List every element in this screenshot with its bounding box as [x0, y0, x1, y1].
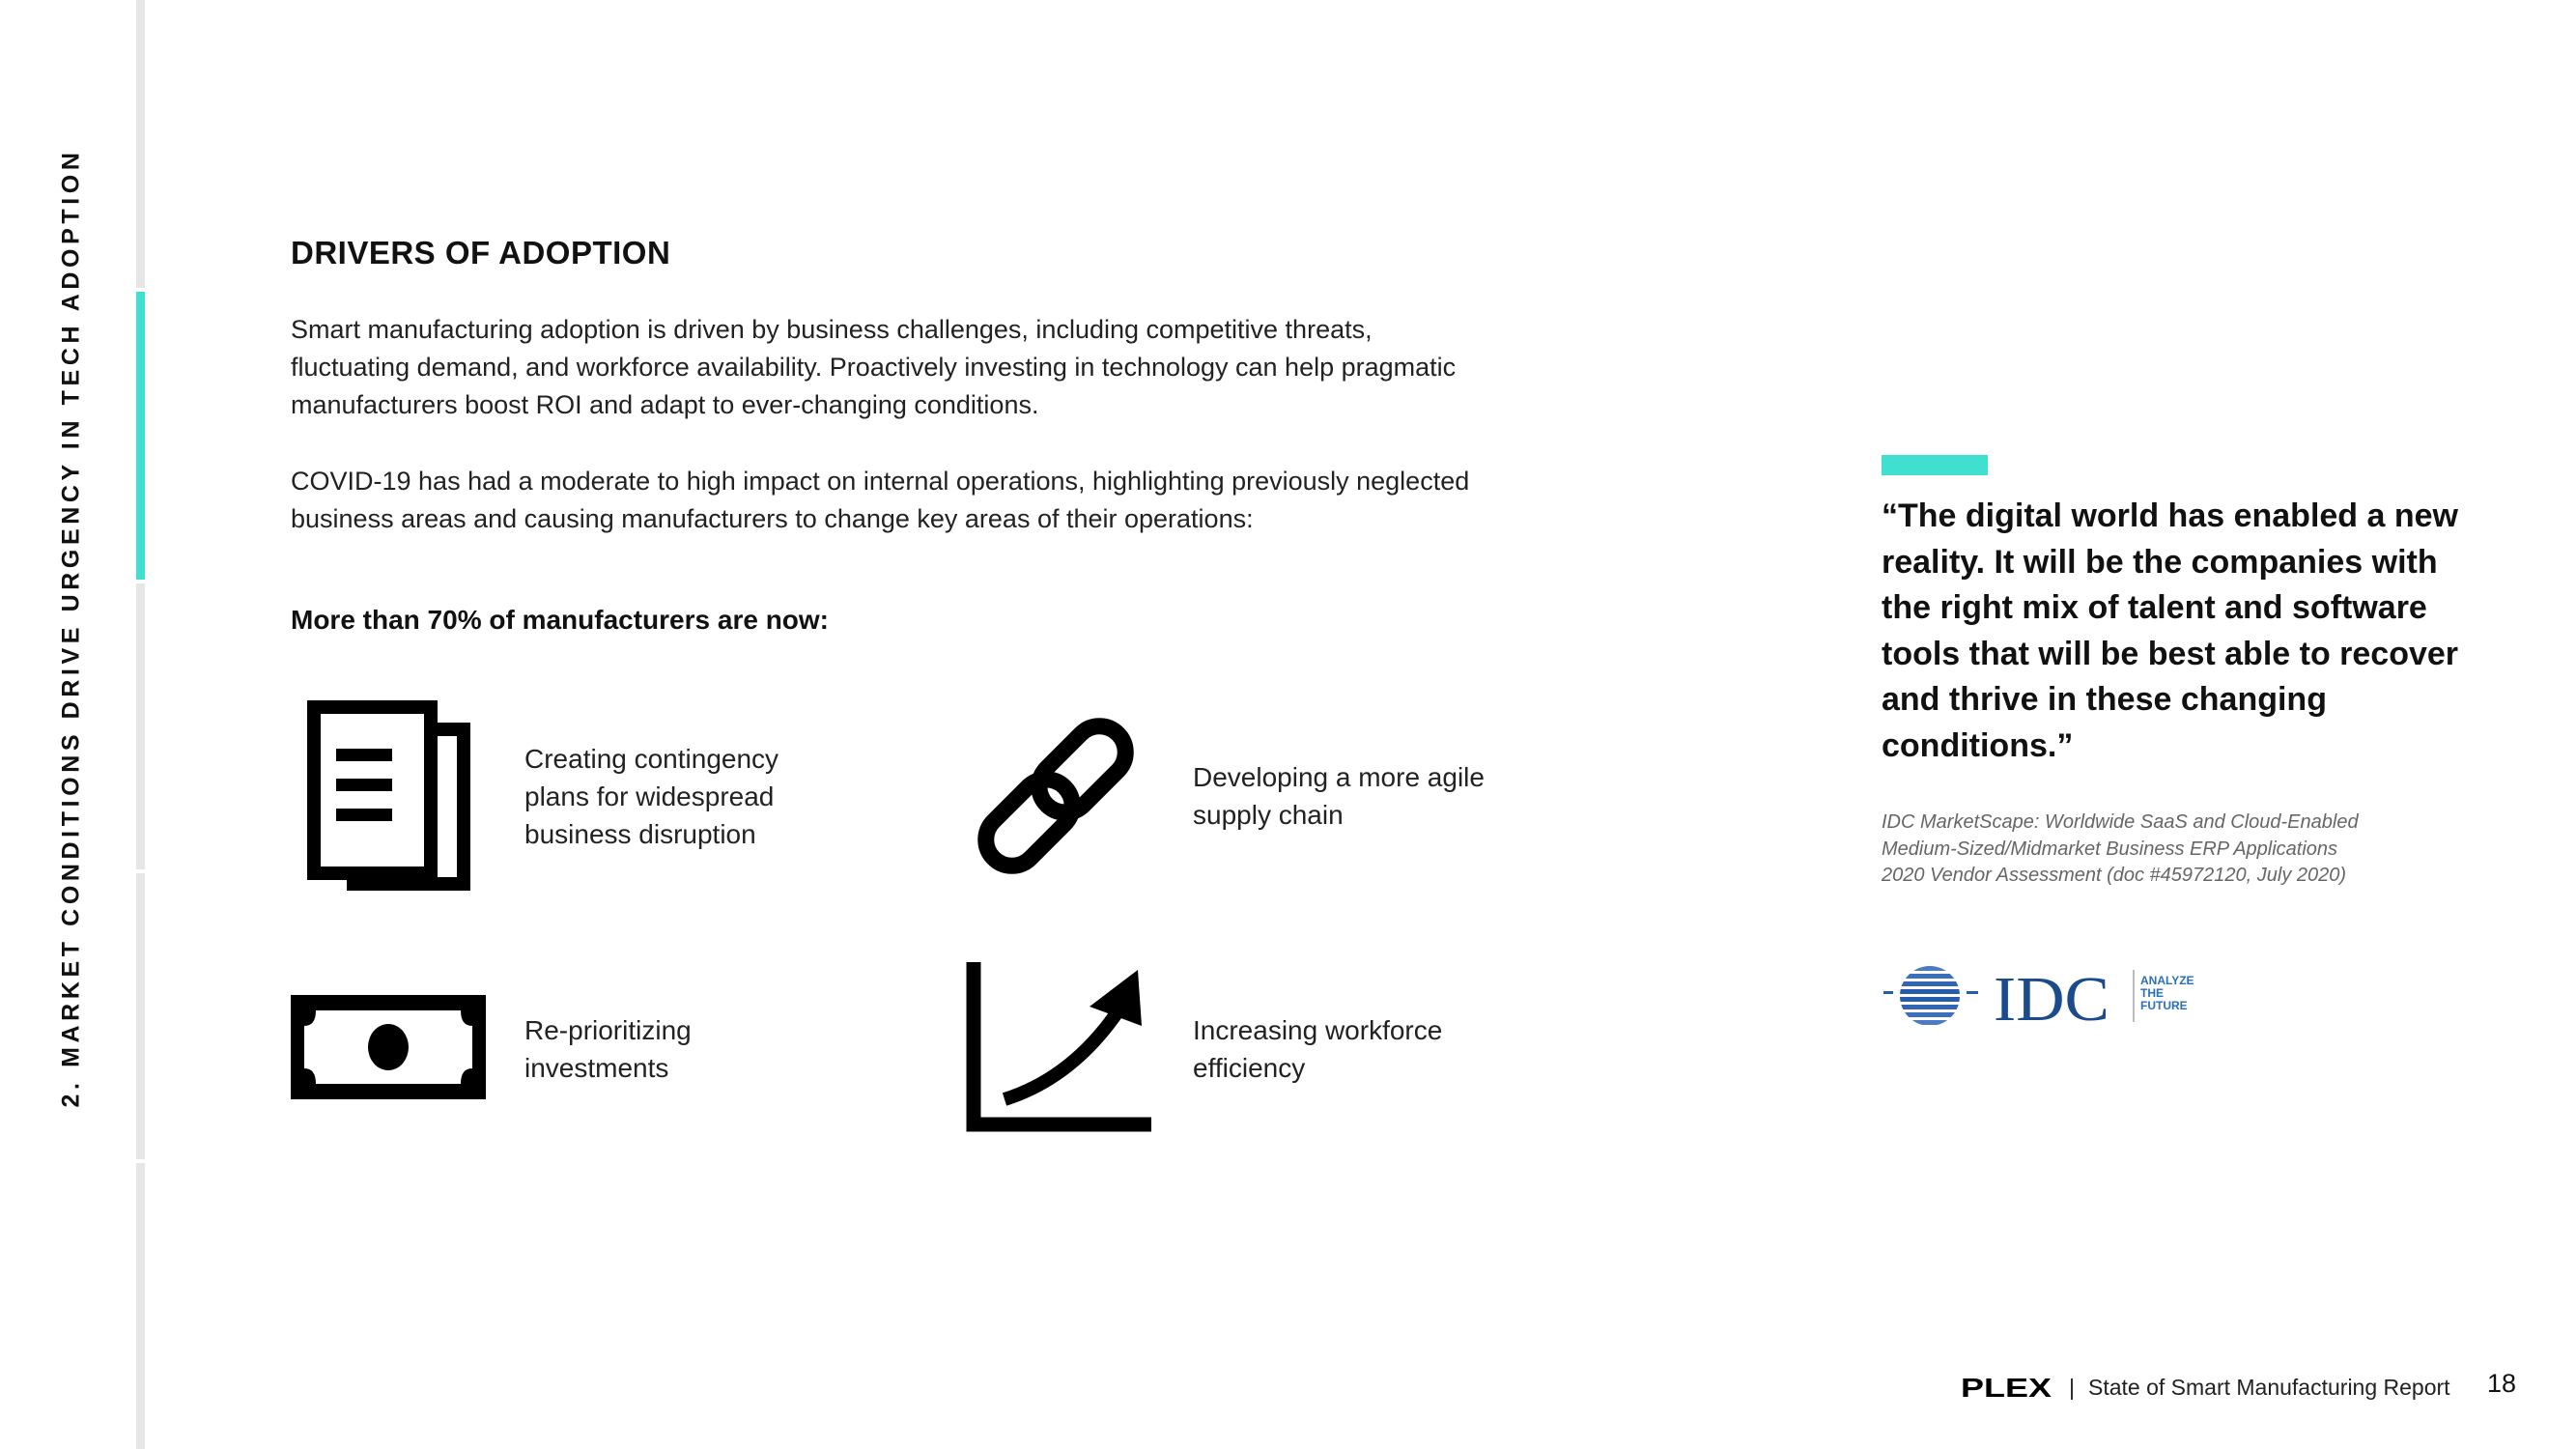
- nav-bar-segment-5: [136, 1163, 145, 1449]
- documents-icon: [307, 700, 471, 892]
- section-label: 2. MARKET CONDITIONS DRIVE URGENCY IN TECH ADOPTION: [57, 148, 85, 1108]
- idc-logo-text: IDC: [1994, 964, 2109, 1030]
- idc-logo: [1883, 962, 2212, 1030]
- page-number: 18: [2487, 1369, 2517, 1398]
- idc-tagline-2: THE: [2140, 986, 2164, 1000]
- idc-tagline-1: ANALYZE: [2140, 974, 2194, 987]
- feature-label-contingency: Creating contingency plans for widespread business disruption: [524, 744, 779, 849]
- nav-bar-segment-3: [136, 583, 145, 869]
- nav-bar-segment-1: [136, 0, 145, 288]
- footer: [1961, 1372, 2450, 1403]
- feature-label-workforce: Increasing workforce efficiency: [1193, 1015, 1443, 1083]
- plex-logo-text: PLEX: [1961, 1375, 2052, 1400]
- report-title: State of Smart Manufacturing Report: [2087, 1374, 2450, 1400]
- stat-subheading: More than 70% of manufacturers are now:: [291, 605, 830, 635]
- quote-accent-bar: [1882, 455, 1988, 475]
- pull-quote: “The digital world has enabled a new reality. It will be the companies with the right mix of talent and software tools that will be best able to recover and thrive in these changing conditions.”: [1882, 497, 2459, 764]
- footer-separator: |: [2069, 1374, 2075, 1400]
- banknote-icon: [291, 995, 486, 1099]
- idc-tagline-3: FUTURE: [2140, 999, 2188, 1012]
- nav-bar-segment-4: [136, 873, 145, 1159]
- covid-paragraph: COVID-19 has had a moderate to high impact on internal operations, highlighting previously neglected business areas and causing manufacturers to change key areas of their operations:: [291, 467, 1470, 533]
- chain-link-icon: [958, 698, 1153, 894]
- nav-bar-segment-active: [136, 292, 145, 580]
- feature-label-investments: Re-prioritizing investments: [524, 1015, 692, 1083]
- quote-source: IDC MarketScape: Worldwide SaaS and Cloud-Enabled Medium-Sized/Midmarket Business ERP Applications 2020 Vendor Assessment (doc #45972120, July 2020): [1882, 811, 2359, 886]
- growth-chart-icon: [966, 962, 1153, 1132]
- intro-paragraph: Smart manufacturing adoption is driven by business challenges, including competitive threats, fluctuating demand, and workforce availability. Proactively investing in technology can help pragmatic manufacturers boost ROI and adapt to ever-changing conditions.: [291, 315, 1457, 419]
- plex-logo: [1961, 1375, 2053, 1400]
- feature-label-supply-chain: Developing a more agile supply chain: [1193, 762, 1485, 830]
- section-heading: DRIVERS OF ADOPTION: [291, 235, 671, 270]
